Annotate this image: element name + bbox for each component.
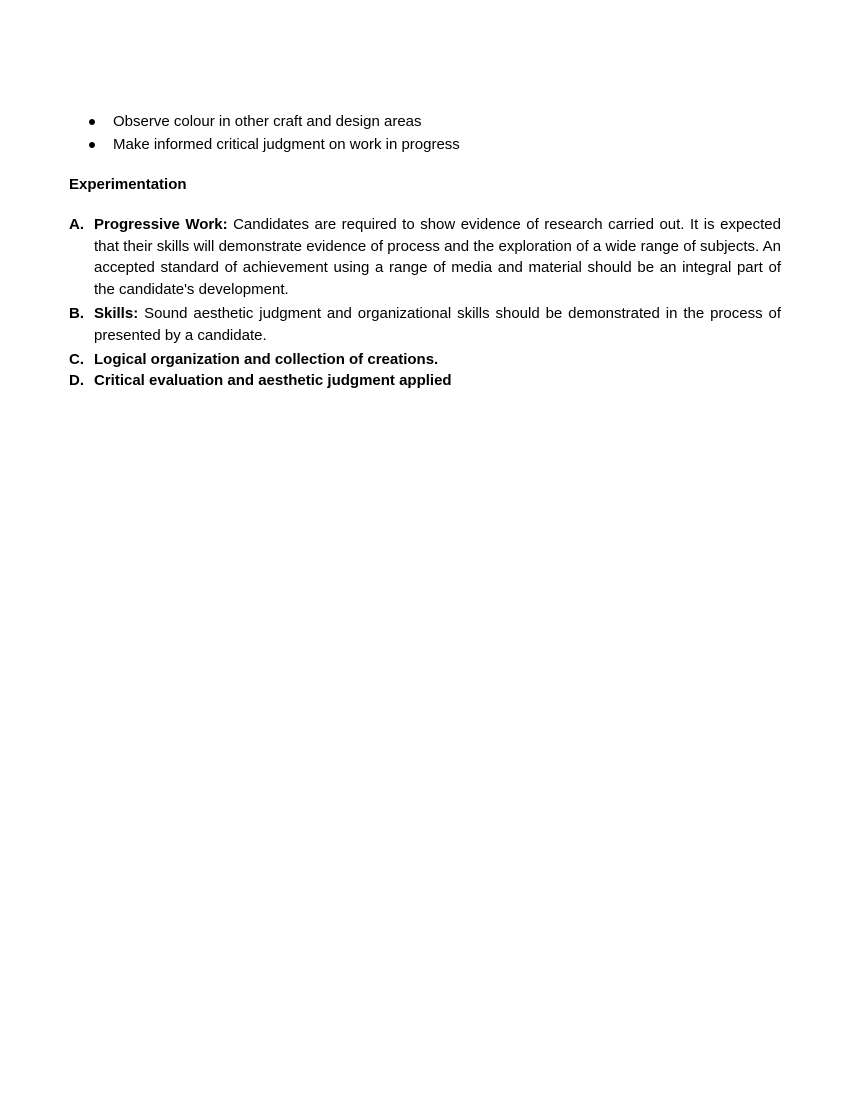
item-letter: C. [69,351,84,368]
item-letter: A. [69,216,84,233]
bullet-icon [89,142,95,148]
list-item-progressive-work [69,214,781,300]
item-title: Skills: [94,305,139,322]
bullet-item [86,133,786,156]
bullet-list [86,110,786,156]
list-item-skills [69,303,781,346]
item-letter: B. [69,305,84,322]
bullet-item [86,110,786,133]
lettered-list [69,214,781,390]
list-item-critical-evaluation [69,370,781,392]
item-text: Candidates are required to show evidence of research carried out. It is expected that their skills will demonstrate evidence of process and the exploration of a wide range of subjects. An accepted standard of achievement using a range of media and material should be an integral part of the candidate's development. [94,216,781,298]
item-text: Sound aesthetic judgment and organizational skills should be demonstrated in the process of presented by a candidate. [94,305,781,344]
item-title: Progressive Work: [94,216,228,233]
bullet-icon [89,119,95,125]
bullet-text: Observe colour in other craft and design areas [113,113,422,130]
section-heading: Experimentation [69,176,187,193]
bullet-text: Make informed critical judgment on work in progress [113,136,460,153]
item-letter: D. [69,371,84,389]
list-item-logical-organization [69,349,781,371]
item-title: Critical evaluation and aesthetic judgment applied [94,371,452,389]
item-title: Logical organization and collection of creations. [94,351,439,368]
